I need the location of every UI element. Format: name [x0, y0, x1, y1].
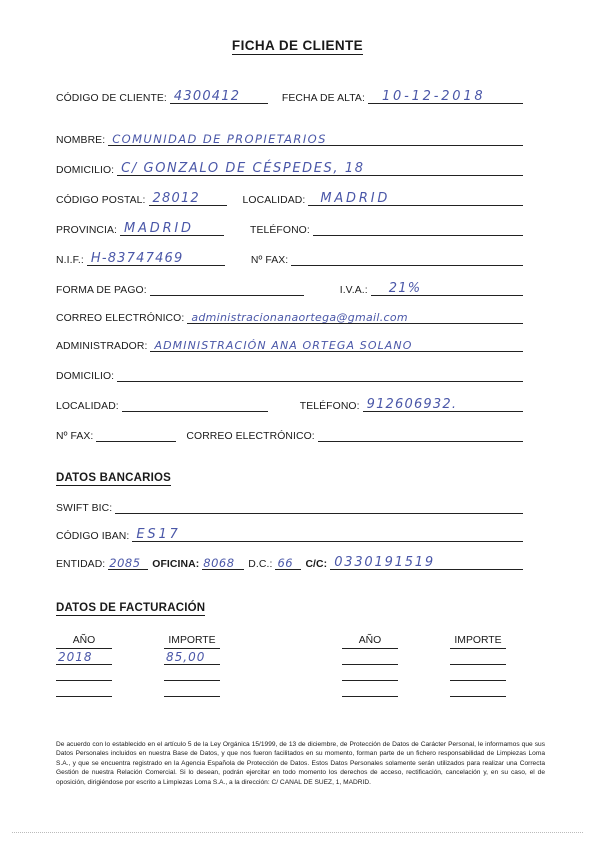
row-admin-fax — [56, 426, 523, 444]
year-cell[interactable] — [342, 665, 398, 681]
billing-amount-column-2 — [450, 634, 506, 697]
address-field[interactable] — [117, 158, 523, 176]
row-admin — [56, 336, 523, 354]
billing-section-title: DATOS DE FACTURACIÓN — [56, 602, 206, 614]
name-value: COMUNIDAD DE PROPIETARIOS — [112, 131, 327, 146]
row-address — [56, 160, 523, 178]
amount-cell[interactable] — [450, 665, 506, 681]
legal-notice: De acuerdo con lo establecido en el artículo 5 de la Ley Orgánica 15/1999, de 13 de diciembre, de Protección de Datos de Carácter Personal, le informamos que sus Datos Personales incluidos en nuestra Base de Datos, y que nos fueron facilitados en su momento, forman parte de un fichero responsabilidad de Limpiezas Loma S.A., y que se encuentra registrado en la Agencia Española de Protección de Datos. Estos Datos Personales solamente serán utilizados para realizar una Correcta Gestión de nuestra Relación Comercial. Si lo desean, podrán ejercitar en todo momento los derechos de acceso, rectificación, cancelación y, en su caso, el de oposición, dirigiéndose por escrito a Limpiezas Loma S.A., a la dirección: C/ CANAL DE SUEZ, 1, MADRID. — [56, 741, 545, 786]
iban-value: ES17 — [136, 527, 181, 542]
year-value: 2018 — [58, 650, 93, 664]
row-client-code — [56, 88, 523, 106]
province-label: PROVINCIA: — [56, 225, 118, 236]
billing-year-column-2 — [342, 634, 398, 697]
admin-fax-field[interactable] — [96, 424, 176, 442]
entity-label: ENTIDAD: — [56, 559, 106, 570]
vat-label: I.V.A.: — [339, 285, 368, 296]
date-value: 10-12-2018 — [381, 89, 486, 104]
bank-section-title: DATOS BANCARIOS — [56, 472, 172, 484]
amount-header: IMPORTE — [450, 634, 506, 649]
admin-email-label: CORREO ELECTRÓNICO: — [186, 431, 315, 442]
amount-value: 85,00 — [166, 650, 206, 664]
row-postal — [56, 190, 523, 208]
year-header: AÑO — [342, 634, 398, 649]
row-payment — [56, 280, 523, 298]
row-bank-account — [56, 554, 523, 572]
fax-label: Nº FAX: — [250, 255, 289, 266]
cc-label: C/C: — [305, 559, 328, 570]
nif-field[interactable] — [87, 248, 225, 266]
amount-header: IMPORTE — [164, 634, 220, 649]
row-admin-address — [56, 366, 523, 384]
vat-field[interactable] — [371, 278, 523, 296]
admin-address-field[interactable] — [117, 364, 523, 382]
year-cell[interactable] — [56, 681, 112, 697]
dc-value: 66 — [277, 555, 294, 570]
nif-value: H-83747469 — [90, 251, 184, 266]
admin-phone-value: 912606932. — [366, 397, 458, 412]
date-label: FECHA DE ALTA: — [281, 93, 365, 104]
province-field[interactable] — [120, 218, 224, 236]
email-value: administracionanaortega@gmail.com — [191, 311, 408, 324]
name-field[interactable] — [108, 128, 523, 146]
amount-cell[interactable] — [164, 665, 220, 681]
row-admin-locality — [56, 396, 523, 414]
email-field[interactable] — [187, 306, 523, 324]
postal-label: CÓDIGO POSTAL: — [56, 195, 146, 206]
dc-field[interactable] — [275, 552, 301, 570]
amount-cell[interactable] — [450, 681, 506, 697]
phone-label: TELÉFONO: — [250, 225, 310, 236]
postal-field[interactable] — [149, 188, 227, 206]
office-label: OFICINA: — [152, 559, 200, 570]
year-cell[interactable] — [56, 649, 112, 665]
admin-label: ADMINISTRADOR: — [56, 341, 148, 352]
admin-email-field[interactable] — [318, 424, 523, 442]
postal-value: 28012 — [152, 191, 200, 206]
iban-label: CÓDIGO IBAN: — [56, 531, 130, 542]
cc-field[interactable] — [330, 552, 523, 570]
vat-value: 21% — [388, 281, 422, 296]
locality-label: LOCALIDAD: — [242, 195, 306, 206]
address-value: C/ GONZALO DE CÉSPEDES, 18 — [121, 161, 365, 176]
client-code-label: CÓDIGO DE CLIENTE: — [56, 93, 167, 104]
cc-value: 0330191519 — [334, 555, 435, 570]
admin-locality-field[interactable] — [122, 394, 268, 412]
province-value: MADRID — [124, 221, 194, 236]
payment-field[interactable] — [150, 278, 304, 296]
phone-field[interactable] — [313, 218, 523, 236]
date-field[interactable] — [368, 86, 523, 104]
row-name — [56, 130, 523, 148]
row-swift — [56, 498, 523, 516]
swift-field[interactable] — [115, 496, 523, 514]
address-label: DOMICILIO: — [56, 165, 115, 176]
admin-value: ADMINISTRACIÓN ANA ORTEGA SOLANO — [154, 339, 413, 352]
entity-field[interactable] — [108, 552, 148, 570]
amount-cell[interactable] — [164, 649, 220, 665]
amount-cell[interactable] — [164, 681, 220, 697]
name-label: NOMBRE: — [56, 135, 106, 146]
client-code-value: 4300412 — [173, 89, 241, 104]
client-code-field[interactable] — [170, 86, 268, 104]
admin-fax-label: Nº FAX: — [56, 431, 94, 442]
year-cell[interactable] — [342, 649, 398, 665]
dc-label: D.C.: — [248, 559, 273, 570]
locality-value: MADRID — [320, 191, 391, 206]
iban-field[interactable] — [132, 524, 523, 542]
year-cell[interactable] — [342, 681, 398, 697]
office-value: 8068 — [203, 555, 235, 570]
admin-field[interactable] — [150, 334, 523, 352]
entity-value: 2085 — [109, 555, 141, 570]
amount-cell[interactable] — [450, 649, 506, 665]
year-header: AÑO — [56, 634, 112, 649]
office-field[interactable] — [202, 552, 244, 570]
locality-field[interactable] — [308, 188, 523, 206]
admin-locality-label: LOCALIDAD: — [56, 401, 119, 412]
email-label: CORREO ELECTRÓNICO: — [56, 313, 185, 324]
billing-year-column-1 — [56, 634, 112, 697]
nif-label: N.I.F.: — [56, 255, 84, 266]
row-email — [56, 308, 523, 326]
admin-address-label: DOMICILIO: — [56, 371, 115, 382]
year-cell[interactable] — [56, 665, 112, 681]
admin-phone-field[interactable] — [363, 394, 523, 412]
form-title: FICHA DE CLIENTE — [231, 38, 364, 53]
row-nif — [56, 250, 523, 268]
admin-phone-label: TELÉFONO: — [299, 401, 360, 412]
fax-field[interactable] — [291, 248, 523, 266]
billing-amount-column-1 — [164, 634, 220, 697]
row-iban — [56, 526, 523, 544]
swift-label: SWIFT BIC: — [56, 503, 113, 514]
page-border-divider — [12, 832, 583, 833]
row-province — [56, 220, 523, 238]
payment-label: FORMA DE PAGO: — [56, 285, 147, 296]
